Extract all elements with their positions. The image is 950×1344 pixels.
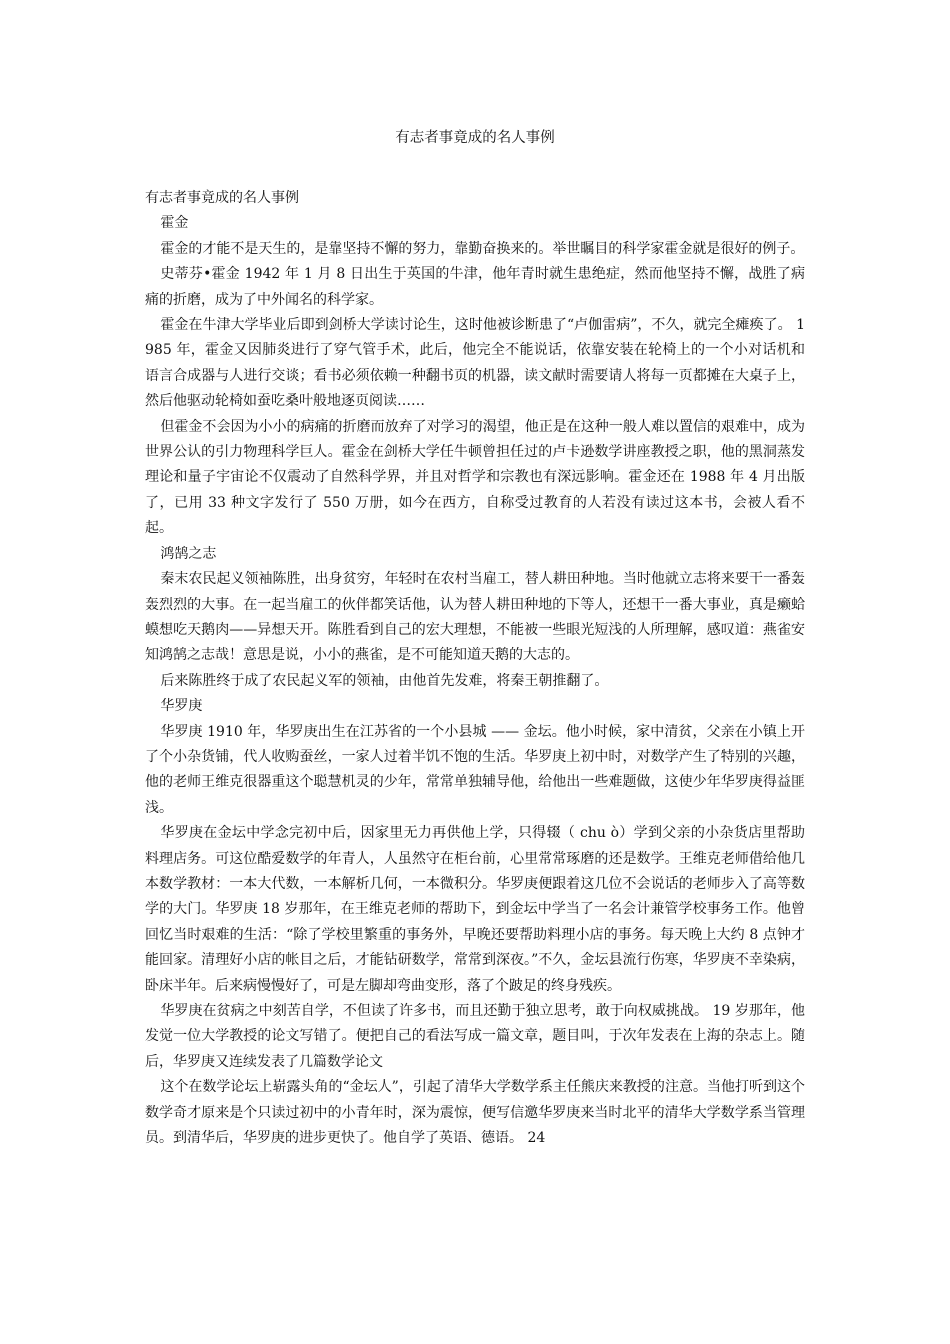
paragraph: 但霍金不会因为小小的病痛的折磨而放弃了对学习的渴望，他正是在这种一般人难以置信的艰难中，成为世界公认的引力物理科学巨人。霍金在剑桥大学任牛顿曾担任过的卢卡逊数学讲座教授之职，他的黑洞蒸发理论和量子宇宙论不仅震动了自然科学界，并且对哲学和宗教也有深远影响。霍金还在 1988 年 4 月出版了，已用 33 种文字发行了 550 万册，如今在西方，自称受过教育的人若没有读过这本书，会被人看不起。 [145, 418, 805, 537]
paragraph: 华罗庚 1910 年，华罗庚出生在江苏省的一个小县城 —— 金坛。他小时候，家中清贫，父亲在小镇上开了个小杂货铺，代人收购蚕丝，一家人过着半饥不饱的生活。华罗庚上初中时，对数学产生了特别的兴趣，他的老师王维克很器重这个聪慧机灵的少年，常常单独辅导他，给他出一些难题做，这使少年华罗庚得益匪浅。 [145, 723, 805, 816]
paragraph: 这个在数学论坛上崭露头角的“金坛人”，引起了清华大学数学系主任熊庆来教授的注意。当他打听到这个数学奇才原来是个只读过初中的小青年时，深为震惊，便写信邀华罗庚来当时北平的清华大学数学系当管理员。到清华后，华罗庚的进步更快了。他自学了英语、德语。 24 [145, 1079, 805, 1147]
document-title: 有志者事竟成的名人事例 [395, 130, 555, 146]
subhead-hualuogeng: 华罗庚 [160, 698, 203, 715]
subhead-honghu: 鸿鹄之志 [160, 545, 217, 562]
paragraph: 华罗庚在贫病之中刻苦自学，不但读了许多书，而且还勤于独立思考，敢于向权威挑战。 19 岁那年，他发觉一位大学教授的论文写错了。便把自己的看法写成一篇文章，题目叫，于次年发表在上海的杂志上。随后，华罗庚又连续发表了几篇数学论文 [145, 1003, 805, 1070]
paragraph: 秦末农民起义领袖陈胜，出身贫穷，年轻时在农村当雇工，替人耕田种地。当时他就立志将来要干一番轰轰烈烈的大事。在一起当雇工的伙伴都笑话他，认为替人耕田种地的下等人，还想干一番大事业，真是癞蛤蟆想吃天鹅肉——异想天开。陈胜看到自己的宏大理想，不能被一些眼光短浅的人所理解，感叹道：燕雀安知鸿鹄之志哉！意思是说，小小的燕雀，是不可能知道天鹅的大志的。 [145, 571, 805, 664]
paragraph: 史蒂芬•霍金 1942 年 1 月 8 日出生于英国的牛津，他年青时就生患绝症，然而他坚持不懈，战胜了病痛的折磨，成为了中外闻名的科学家。 [145, 266, 805, 308]
document-body [145, 186, 805, 1151]
subhead-hawking: 霍金 [160, 215, 189, 232]
paragraph: 华罗庚在金坛中学念完初中后，因家里无力再供他上学，只得辍（ chu ò）学到父亲的小杂货店里帮助料理店务。可这位酷爱数学的年青人，人虽然守在柜台前，心里常常琢磨的还是数学。王维克老师借给他几本数学教材：一本大代数，一本解析几何，一本微积分。华罗庚便跟着这几位不会说话的老师步入了高等数学的大门。华罗庚 18 岁那年，在王维克老师的帮助下，到金坛中学当了一名会计兼管学校事务工作。他曾回忆当时艰难的生活：“除了学校里繁重的事务外，早晚还要帮助料理小店的事务。每天晚上大约 8 点钟才能回家。清理好小店的帐目之后，才能钻研数学，常常到深夜。”不久，金坛县流行伤寒，华罗庚不幸染病，卧床半年。后来病慢慢好了，可是左脚却弯曲变形，落了个跛足的终身残疾。 [145, 825, 805, 994]
section-heading: 有志者事竟成的名人事例 [145, 190, 299, 206]
document-page [145, 128, 805, 1151]
paragraph: 霍金在牛津大学毕业后即到剑桥大学读讨论生，这时他被诊断患了“卢伽雷病”，不久，就完全瘫痪了。 1985 年，霍金又因肺炎进行了穿气管手术，此后，他完全不能说话，依靠安装在轮椅上的一个小对话机和语言合成器与人进行交谈；看书必须依赖一种翻书页的机器，读文献时需要请人将每一页都摊在大桌子上，然后他驱动轮椅如蚕吃桑叶般地逐页阅读…… [145, 317, 805, 410]
paragraph: 后来陈胜终于成了农民起义军的领袖，由他首先发难，将秦王朝推翻了。 [160, 672, 609, 689]
paragraph: 霍金的才能不是天生的，是靠坚持不懈的努力，靠勤奋换来的。举世瞩目的科学家霍金就是很好的例子。 [160, 240, 805, 257]
